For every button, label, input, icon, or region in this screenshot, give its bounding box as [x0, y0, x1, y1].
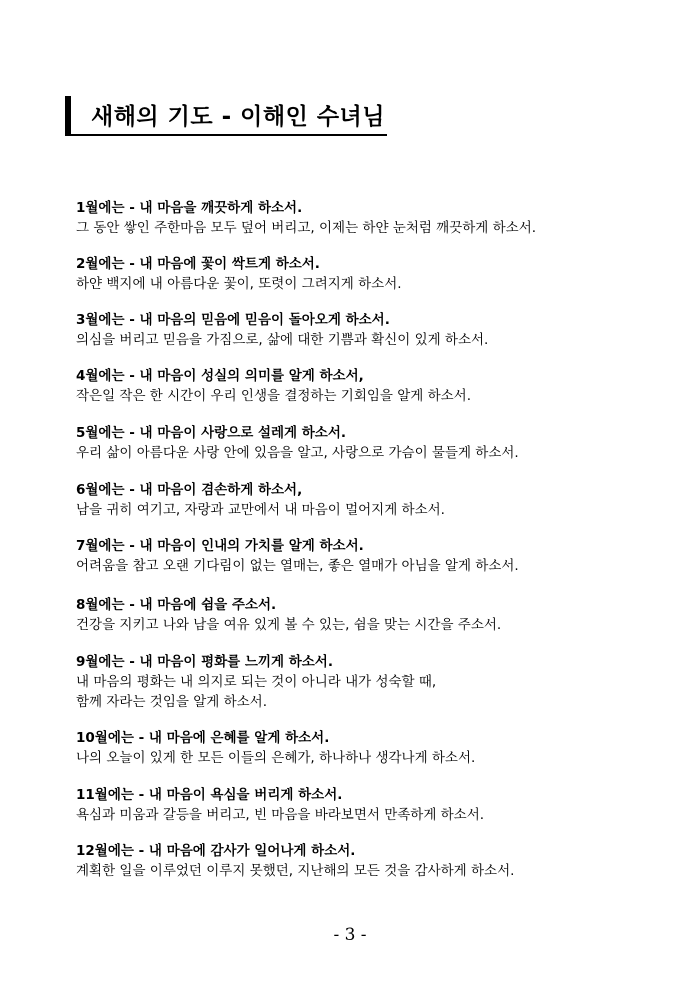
month-text: 의심을 버리고 믿음을 가짐으로, 삶에 대한 기쁨과 확신이 있게 하소서. — [76, 332, 489, 348]
month-heading: 4월에는 - 내 마음이 성실의 의미를 알게 하소서, — [76, 368, 364, 384]
month-entry — [76, 595, 676, 635]
month-entry — [76, 480, 676, 520]
month-text: 계획한 일을 이루었던 이루지 못했던, 지난해의 모든 것을 감사하게 하소서. — [76, 863, 515, 879]
month-heading: 5월에는 - 내 마음이 사랑으로 설레게 하소서. — [76, 425, 347, 441]
month-entry — [76, 423, 676, 463]
month-text: 함께 자라는 것임을 알게 하소서. — [76, 694, 267, 710]
month-entry — [76, 536, 676, 576]
month-text: 어려움을 참고 오랜 기다림이 없는 열매는, 좋은 열매가 아님을 알게 하소서. — [76, 558, 519, 574]
month-entry — [76, 254, 676, 294]
month-entry — [76, 728, 676, 768]
month-text: 그 동안 쌓인 주한마음 모두 덮어 버리고, 이제는 하얀 눈처럼 깨끗하게 하소서. — [76, 220, 537, 236]
month-heading: 11월에는 - 내 마음이 욕심을 버리게 하소서. — [76, 787, 343, 803]
month-text: 하얀 백지에 내 아름다운 꽃이, 또렷이 그려지게 하소서. — [76, 276, 402, 292]
month-heading: 12월에는 - 내 마음에 감사가 일어나게 하소서. — [76, 843, 356, 859]
month-entry — [76, 198, 676, 238]
month-heading: 1월에는 - 내 마음을 깨끗하게 하소서. — [76, 200, 303, 216]
page-title: 새해의 기도 - 이해인 수녀님 — [91, 104, 385, 130]
month-heading: 8월에는 - 내 마음에 쉼을 주소서. — [76, 597, 277, 613]
month-heading: 9월에는 - 내 마음이 평화를 느끼게 하소서. — [76, 654, 333, 670]
month-heading: 2월에는 - 내 마음에 꽃이 싹트게 하소서. — [76, 256, 320, 272]
month-text: 나의 오늘이 있게 한 모든 이들의 은혜가, 하나하나 생각나게 하소서. — [76, 750, 476, 766]
month-entry — [76, 366, 676, 406]
month-entry — [76, 652, 676, 712]
month-heading: 10월에는 - 내 마음에 은혜를 알게 하소서. — [76, 730, 330, 746]
page-number: - 3 - — [333, 925, 367, 945]
month-heading: 6월에는 - 내 마음이 겸손하게 하소서, — [76, 482, 303, 498]
month-heading: 7월에는 - 내 마음이 인내의 가치를 알게 하소서. — [76, 538, 364, 554]
month-heading: 3월에는 - 내 마음의 믿음에 믿음이 돌아오게 하소서. — [76, 312, 390, 328]
month-entry — [76, 310, 676, 350]
month-text: 건강을 지키고 나와 남을 여유 있게 볼 수 있는, 쉼을 맞는 시간을 주소서. — [76, 617, 502, 633]
month-text: 남을 귀히 여기고, 자랑과 교만에서 내 마음이 멀어지게 하소서. — [76, 502, 445, 518]
month-entry — [76, 785, 676, 825]
month-text: 욕심과 미움과 갈등을 버리고, 빈 마음을 바라보면서 만족하게 하소서. — [76, 807, 485, 823]
month-text: 우리 삶이 아름다운 사랑 안에 있음을 알고, 사랑으로 가슴이 물들게 하소서. — [76, 445, 519, 461]
month-entry — [76, 841, 676, 881]
title-box — [65, 96, 387, 136]
month-text: 내 마음의 평화는 내 의지로 되는 것이 아니라 내가 성숙할 때, — [76, 674, 437, 690]
month-text: 작은일 작은 한 시간이 우리 인생을 결정하는 기회임을 알게 하소서. — [76, 388, 472, 404]
